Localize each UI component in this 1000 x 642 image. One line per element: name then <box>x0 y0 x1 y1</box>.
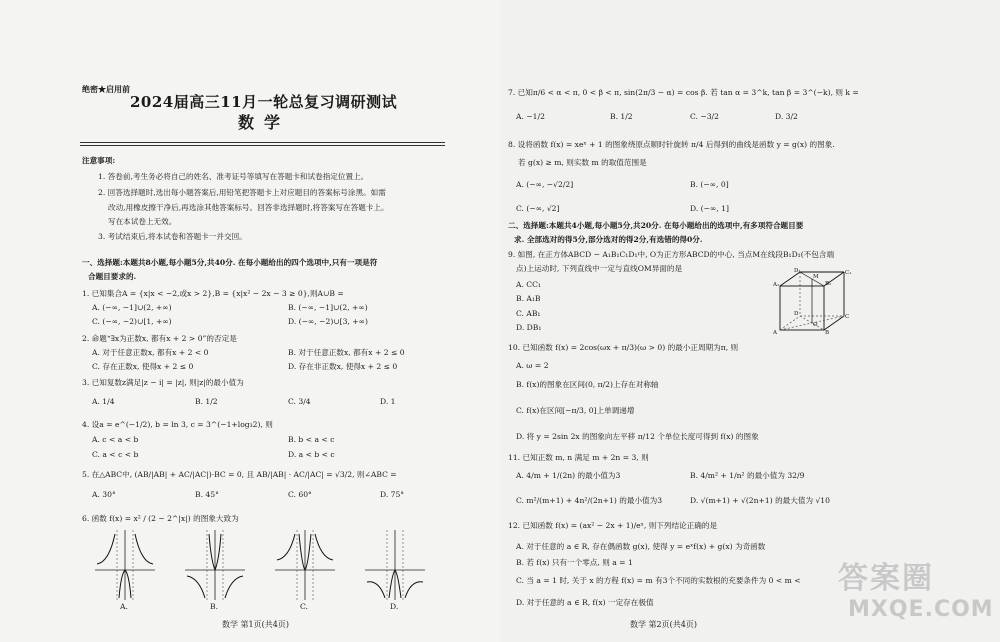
answer-option: A. 对于任意的 a ∈ R, 存在偶函数 g(x), 使得 y = eˣf(x) + g(x) 为奇函数 <box>516 542 766 551</box>
question-stem: 2. 命题“∃x为正数x, 都有x + 2 > 0”的否定是 <box>82 334 237 343</box>
divider-line <box>80 142 445 143</box>
answer-option: C. AB₁ <box>516 309 541 318</box>
question-stem: 8. 设将函数 f(x) = xeˣ + 1 的图象绕原点顺时针旋转 π/4 后得到的曲线是函数 y = g(x) 的图象. <box>508 140 835 149</box>
notice-heading: 注意事项: <box>82 156 116 165</box>
answer-option: A. 30° <box>92 490 116 499</box>
question-stem: 3. 已知复数z满足|z − i| = |z|, 则|z|的最小值为 <box>82 378 244 387</box>
divider-line <box>80 145 445 146</box>
answer-option: D. a < b < c <box>288 450 335 459</box>
answer-option: D. 1 <box>380 397 396 406</box>
svg-text:C₁: C₁ <box>845 270 852 276</box>
answer-option: A. −1/2 <box>516 112 545 121</box>
answer-option: C. f(x)在区间[−π/3, 0]上单调递增 <box>516 406 635 415</box>
svg-text:A₁: A₁ <box>773 282 780 288</box>
answer-option: D. (−∞, 1] <box>690 204 729 213</box>
question-stem: 10. 已知函数 f(x) = 2cos(ωx + π/3)(ω > 0) 的最小正周期为π, 则 <box>508 343 739 352</box>
notice-line: 改动,用橡皮擦干净后,再选涂其他答案标号。回答非选择题时,将答案写在答题卡上。 <box>108 203 389 212</box>
graph-label-b: B. <box>210 602 218 611</box>
page-footer: 数学 第2页(共4页) <box>630 620 697 629</box>
answer-option: C. 当 a = 1 时, 关于 x 的方程 f(x) = m 有3个不同的实数根的充要条件为 0 < m < <box>516 576 801 585</box>
svg-text:A: A <box>773 330 777 334</box>
answer-option: A. (−∞, −√2/2] <box>516 180 574 189</box>
answer-option: D. 3/2 <box>775 112 798 121</box>
confidential-mark: 绝密★启用前 <box>82 84 130 94</box>
graph-label-c: C. <box>300 602 308 611</box>
answer-option: B. A₁B <box>516 294 541 303</box>
svg-text:O: O <box>813 322 818 328</box>
svg-text:B: B <box>825 330 830 334</box>
answer-option: A. 对于任意正数x, 都有x + 2 < 0 <box>92 348 209 357</box>
question-stem: 5. 在△ABC中, (AB/|AB| + AC/|AC|)·BC = 0, 且 AB/|AB| · AC/|AC| = √3/2, 则∠ABC = <box>82 470 397 479</box>
exam-title: 2024届高三11月一轮总复习调研测试 <box>130 93 398 111</box>
notice-line: 1. 答卷前,考生务必将自己的姓名、准考证号等填写在答题卡和试卷指定位置上。 <box>98 172 369 181</box>
answer-option: A. 4/m + 1/(2n) 的最小值为3 <box>516 471 621 480</box>
notice-line: 写在本试卷上无效。 <box>108 217 177 226</box>
question-stem: 9. 如图, 在正方体ABCD − A₁B₁C₁D₁中, O为正方形ABCD的中心, 当点M在线段B₁D₁(不包含端 <box>508 250 835 259</box>
question-stem: 4. 设a = e^(−1/2), b = ln 3, c = 3^(−1+log₃2), 则 <box>82 420 273 429</box>
answer-option: C. −3/2 <box>690 112 719 121</box>
graph-option-c <box>275 530 335 600</box>
answer-option: D. 对于任意的 a ∈ R, f(x) 一定存在极值 <box>516 598 654 607</box>
svg-text:B₁: B₁ <box>825 281 832 287</box>
question-stem: 11. 已知正数 m, n 满足 m + 2n = 3, 则 <box>508 453 649 462</box>
answer-option: D. (−∞, −2)∪[3, +∞) <box>288 317 368 326</box>
answer-option: C. 存在正数x, 使得x + 2 ≤ 0 <box>92 362 194 371</box>
question-stem: 7. 已知π/6 < α < π, 0 < β < π, sin(2π/3 − α) = cos β. 若 tan α = 3^k, tan β = 3^(−k), 则 k = <box>508 88 859 97</box>
answer-option: C. m²/(m+1) + 4n²/(2n+1) 的最小值为3 <box>516 496 663 505</box>
answer-option: A. c < a < b <box>92 435 139 444</box>
answer-option: B. 对于任意正数x, 都有x + 2 ≤ 0 <box>288 348 405 357</box>
answer-option: B. 1/2 <box>610 112 633 121</box>
answer-option: B. 4/m² + 1/n² 的最小值为 32/9 <box>690 471 805 480</box>
answer-option: B. (−∞, −1]∪(2, +∞) <box>288 303 368 312</box>
question-stem: 若 g(x) ≥ m, 则实数 m 的取值范围是 <box>518 158 647 167</box>
answer-option: D. 75° <box>380 490 405 499</box>
question-stem: 1. 已知集合A = {x|x < −2,或x > 2},B = {x|x² − 2x − 3 ≥ 0},则A∪B = <box>82 289 344 298</box>
answer-option: A. CC₁ <box>516 280 541 289</box>
answer-option: B. b < a < c <box>288 435 335 444</box>
answer-option: B. 1/2 <box>195 397 218 406</box>
section-heading: 一、选择题:本题共8小题,每小题5分,共40分. 在每小题给出的四个选项中,只有一项是符 <box>82 258 378 267</box>
section-heading: 求. 全部选对的得5分,部分选对的得2分,有选错的得0分. <box>514 235 703 244</box>
watermark-url: MXQE.COM <box>848 597 994 622</box>
svg-text:C: C <box>845 314 850 320</box>
graph-label-d: D. <box>390 602 399 611</box>
answer-option: D. √(m+1) + √(2n+1) 的最大值为 √10 <box>690 496 830 505</box>
subject-heading: 数学 <box>238 113 291 132</box>
answer-option: A. ω = 2 <box>516 361 549 370</box>
svg-text:D₁: D₁ <box>794 268 801 274</box>
answer-option: A. (−∞, −1]∪(2, +∞) <box>92 303 172 312</box>
graph-option-a <box>95 530 155 600</box>
answer-option: D. 将 y = 2sin 2x 的图象向左平移 π/12 个单位长度可得到 f(x) 的图象 <box>516 432 759 441</box>
section-heading: 合题目要求的. <box>88 272 137 281</box>
answer-option: D. 存在非正数x, 使得x + 2 ≤ 0 <box>288 362 398 371</box>
svg-text:D: D <box>794 311 799 317</box>
answer-option: C. a < c < b <box>92 450 139 459</box>
exam-page-2 <box>500 0 1000 642</box>
page-footer: 数学 第1页(共4页) <box>222 620 289 629</box>
answer-option: C. 3/4 <box>288 397 311 406</box>
watermark-logo: 答案圈 <box>838 561 934 596</box>
graph-option-d <box>365 530 425 600</box>
answer-option: B. 45° <box>195 490 219 499</box>
answer-option: C. (−∞, √2] <box>516 204 560 213</box>
answer-option: B. 若 f(x) 只有一个零点, 则 a = 1 <box>516 558 633 567</box>
answer-option: B. f(x)的图象在区间(0, π/2)上存在对称轴 <box>516 380 659 389</box>
answer-option: C. (−∞, −2)∪[1, +∞) <box>92 317 172 326</box>
answer-option: A. 1/4 <box>92 397 115 406</box>
notice-line: 2. 回答选择题时,选出每小题答案后,用铅笔把答题卡上对应题目的答案标号涂黑。如需 <box>98 188 386 197</box>
cube-diagram <box>772 268 852 334</box>
answer-option: B. (−∞, 0] <box>690 180 729 189</box>
graph-option-b <box>185 530 245 600</box>
question-stem: 点)上运动时, 下列直线中一定与直线OM异面的是 <box>516 264 683 273</box>
notice-line: 3. 考试结束后,将本试卷和答题卡一并交回。 <box>98 232 247 241</box>
question-stem: 12. 已知函数 f(x) = (ax² − 2x + 1)/eˣ, 则下列结论正确的是 <box>508 521 718 530</box>
answer-option: C. 60° <box>288 490 312 499</box>
question-stem: 6. 函数 f(x) = x² / (2 − 2^|x|) 的图象大致为 <box>82 514 239 523</box>
graph-label-a: A. <box>120 602 128 611</box>
svg-text:M: M <box>813 274 819 280</box>
answer-option: D. DB₁ <box>516 323 542 332</box>
section-heading: 二、选择题:本题共4小题,每小题5分,共20分. 在每小题给出的选项中,有多项符合题目要 <box>508 221 804 230</box>
